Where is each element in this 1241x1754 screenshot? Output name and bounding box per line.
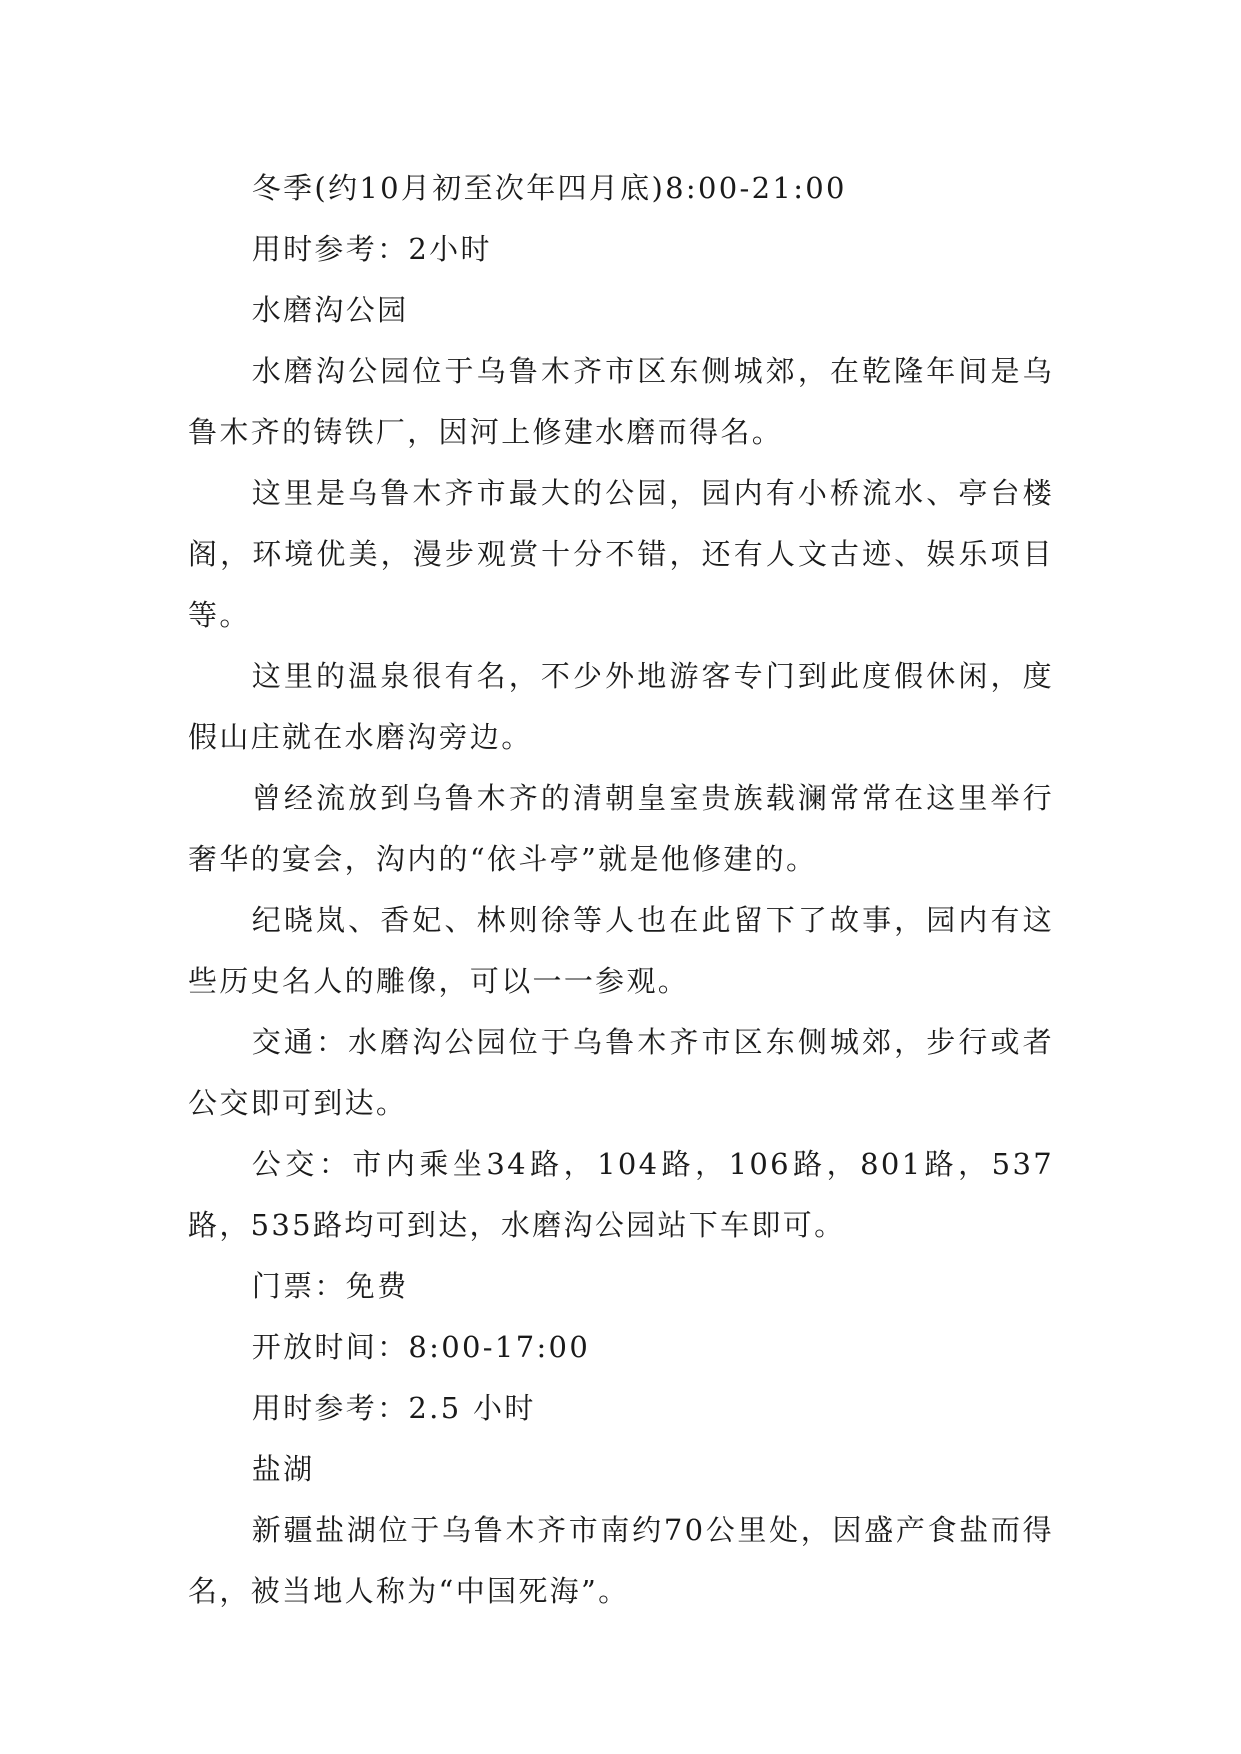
paragraph-opening-hours: 开放时间：8:00-17:00 <box>251 1330 591 1364</box>
paragraph-duration-2: 用时参考：2.5 小时 <box>251 1391 536 1425</box>
paragraph-hot-spring: 这里的温泉很有名，不少外地游客专门到此度假休闲，度假山庄就在水磨沟旁边。 <box>188 659 1054 754</box>
heading-salt-lake: 盐湖 <box>251 1452 315 1486</box>
heading-shuimogou-park: 水磨沟公园 <box>251 293 409 327</box>
paragraph-park-largest: 这里是乌鲁木齐市最大的公园，园内有小桥流水、亭台楼阁，环境优美，漫步观赏十分不错，还有人文古迹、娱乐项目等。 <box>188 476 1054 632</box>
paragraph-ticket: 门票：免费 <box>251 1269 409 1303</box>
paragraph-transport: 交通：水磨沟公园位于乌鲁木齐市区东侧城郊，步行或者公交即可到达。 <box>188 1025 1054 1120</box>
paragraph-historical-figures: 纪晓岚、香妃、林则徐等人也在此留下了故事，园内有这些历史名人的雕像，可以一一参观。 <box>188 903 1054 998</box>
paragraph-winter-hours: 冬季(约10月初至次年四月底)8:00-21:00 <box>251 171 847 205</box>
paragraph-zailan: 曾经流放到乌鲁木齐的清朝皇室贵族载澜常常在这里举行奢华的宴会，沟内的“依斗亭”就是他修建的。 <box>188 781 1054 876</box>
paragraph-park-intro: 水磨沟公园位于乌鲁木齐市区东侧城郊，在乾隆年间是乌鲁木齐的铸铁厂，因河上修建水磨而得名。 <box>188 354 1054 449</box>
paragraph-bus: 公交：市内乘坐34路，104路，106路，801路，537路，535路均可到达，水磨沟公园站下车即可。 <box>188 1147 1054 1242</box>
paragraph-duration: 用时参考：2小时 <box>251 232 492 266</box>
paragraph-salt-lake-intro: 新疆盐湖位于乌鲁木齐市南约70公里处，因盛产食盐而得名，被当地人称为“中国死海”。 <box>188 1513 1054 1608</box>
document-page <box>188 158 1054 1622</box>
